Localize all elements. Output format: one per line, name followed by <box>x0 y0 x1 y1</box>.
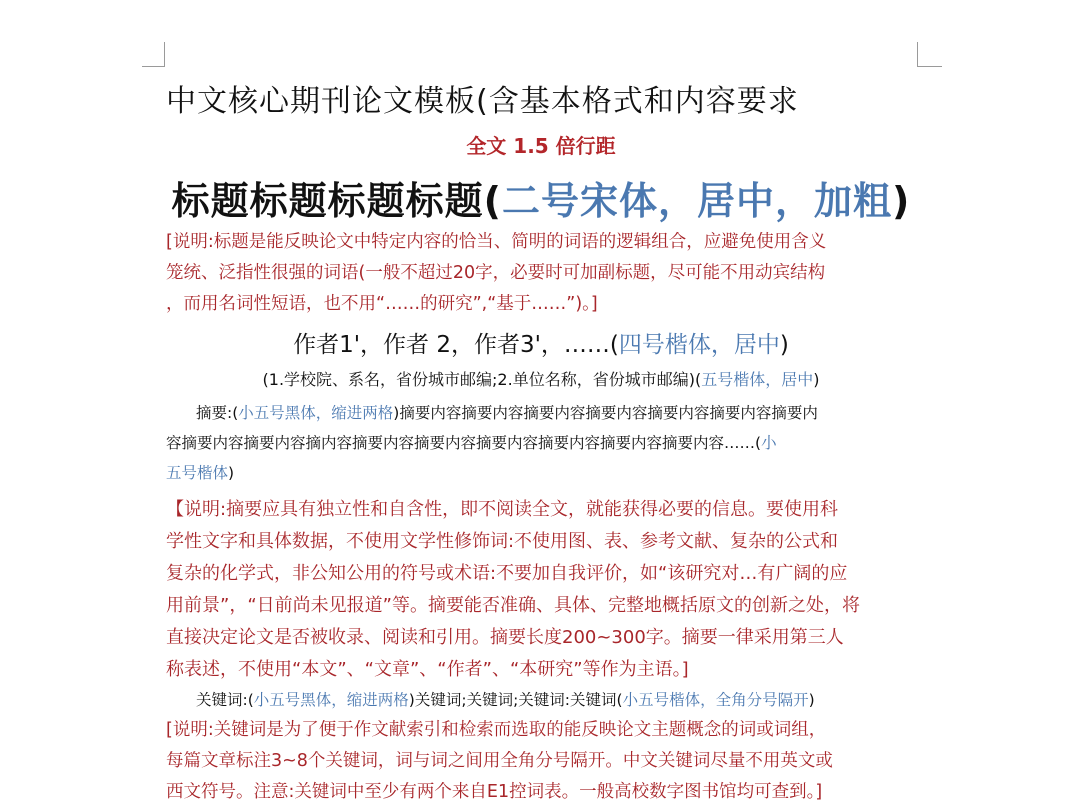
abstract-format: 小五号黑体，缩进两格 <box>238 404 394 422</box>
keywords-list: )关键词;关键词;关键词:关键词( <box>408 691 623 709</box>
paper-title-format: 二号宋体，居中，加粗 <box>501 179 892 223</box>
keywords-note-line-2: 每篇文章标注3~8个关键词，词与词之间用全角分号隔开。中文关键词尽量不用英文或 <box>166 751 833 771</box>
abstract-format-2: 小 <box>761 434 777 452</box>
authors-close: ) <box>779 332 789 358</box>
paper-title <box>0 170 1082 225</box>
abstract-content-2: 容摘要内容摘要内容摘内容摘要内容摘要内容摘要内容摘要内容摘要内容摘要内容……( <box>166 434 762 452</box>
keywords-line <box>196 688 815 710</box>
line-spacing-note: 全文 1.5 倍行距 <box>466 134 616 158</box>
document-title: 中文核心期刊论文模板(含基本格式和内容要求 <box>166 84 799 119</box>
abstract-note-line-4: 用前景”，“日前尚未见报道”等。摘要能否准确、具体、完整地概括原文的创新之处，将 <box>166 595 860 616</box>
abstract-note-line-3: 复杂的化学式，非公知公用的符号或术语:不要加自我评价，如“该研究对…有广阔的应 <box>166 563 848 584</box>
keywords-label: 关键词:( <box>196 691 254 709</box>
keywords-note-line-3: 西文符号。注意:关键词中至少有两个来自E1控词表。一般高校数字图书馆均可查到。] <box>166 782 823 802</box>
abstract-line-2 <box>166 431 777 453</box>
affiliation-format: 五号楷体，居中 <box>701 370 814 389</box>
keywords-format: 小五号黑体，缩进两格 <box>253 691 409 709</box>
abstract-note-line-1: 【说明:摘要应具有独立性和自含性，即不阅读全文，就能获得必要的信息。要使用科 <box>166 499 839 520</box>
abstract-note-line-2: 学性文字和具体数据，不使用文学性修饰词:不使用图、表、参考文献、复杂的公式和 <box>166 531 839 552</box>
affiliation-line <box>0 367 1082 390</box>
authors-format: 四号楷体，居中 <box>618 332 780 358</box>
abstract-content-1: )摘要内容摘要内容摘要内容摘要内容摘要内容摘要内容摘要内 <box>393 404 818 422</box>
title-note-line-1: [说明:标题是能反映论文中特定内容的恰当、简明的词语的逻辑组合，应避免使用含义 <box>166 232 827 252</box>
abstract-label: 摘要:( <box>196 404 239 422</box>
abstract-note-line-6: 称表述，不使用“本文”、“文章”、“作者”、“本研究”等作为主语。] <box>166 659 689 680</box>
affiliation-text: (1.学校院、系名，省份城市邮编;2.单位名称，省份城市邮编)( <box>262 370 702 389</box>
keywords-close: ) <box>808 691 815 709</box>
abstract-line-1 <box>196 401 818 423</box>
author-names: 作者1'，作者 2，作者3'，……( <box>293 332 619 358</box>
affiliation-close: ) <box>813 370 820 389</box>
abstract-note-line-5: 直接决定论文是否被收录、阅读和引用。摘要长度200~300字。摘要一律采用第三人 <box>166 627 844 648</box>
title-note-line-2: 笼统、泛指性很强的词语(一般不超过20字，必要时可加副标题，尽可能不用动宾结构 <box>166 263 826 283</box>
abstract-line-3 <box>166 461 234 483</box>
keywords-format-2: 小五号楷体，全角分号隔开 <box>622 691 809 709</box>
crop-mark-top-left <box>142 42 165 67</box>
authors-line <box>0 326 1082 359</box>
abstract-format-3: 五号楷体 <box>166 464 229 482</box>
keywords-note-line-1: [说明:关键词是为了便于作文献索引和检索而选取的能反映论文主题概念的词或词组， <box>166 720 827 740</box>
paper-title-text: 标题标题标题标题( <box>171 179 502 223</box>
title-note-line-3: ，而用名词性短语，也不用“……的研究”,“基于……”)。] <box>166 294 598 314</box>
paper-title-close: ) <box>892 179 911 223</box>
abstract-close: ) <box>228 464 235 482</box>
crop-mark-top-right <box>917 42 942 67</box>
